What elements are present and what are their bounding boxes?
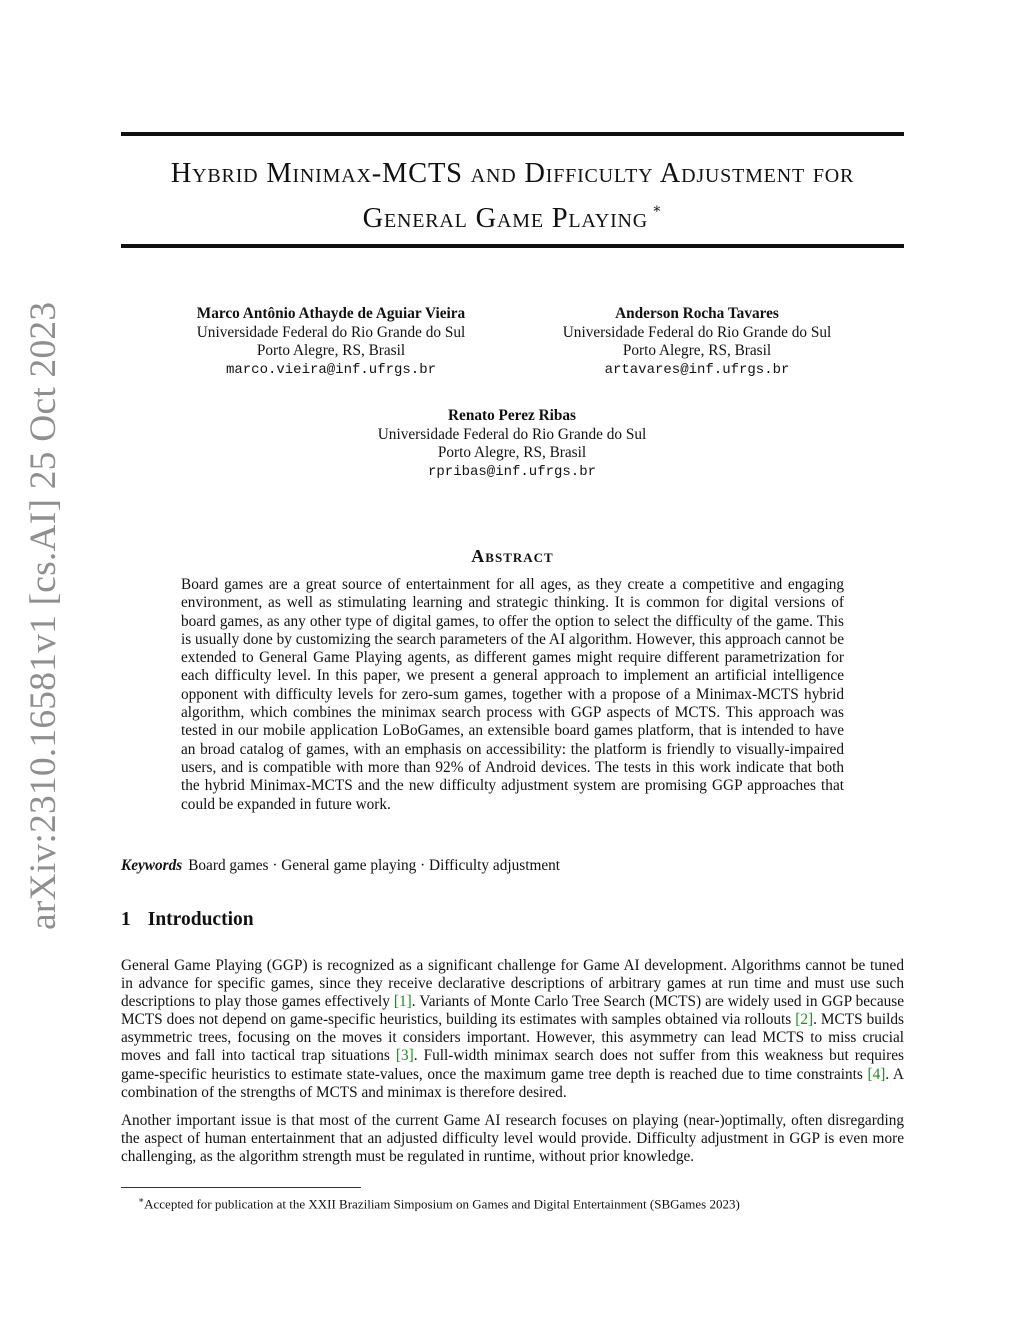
citation-link[interactable]: [3] (395, 1047, 414, 1065)
footnote-mark: ∗ (138, 1195, 145, 1205)
arxiv-stamp: arXiv:2310.16581v1 [cs.AI] 25 Oct 2023 (23, 301, 64, 930)
abstract-text: Board games are a great source of entertainment for all ages, as they create a competitive and engaging environment, as well as stimulating learning and strategic thinking. It is common for digital versions of board games, as any other type of digital games, to offer the option to select the difficulty of the game. This is usually done by customizing the search parameters of the AI algorithm. However, this approach cannot be extended to General Game Playing agents, as different games might require different parametrization for each difficulty level. In this paper, we present a general approach to implement an artificial intelligence opponent with difficulty levels for zero-sum games, together with a propose of a Minimax-MCTS hybrid algorithm, which combines the minimax search process with GGP aspects of MCTS. This approach was tested in our mobile application LoBoGames, an extensible board games platform, that is intended to have an broad catalog of games, with an emphasis on accessibility: the platform is friendly to visually-impaired users, and is compatible with more than 92% of Android devices. The tests in this work indicate that both the hybrid Minimax-MCTS and the new difficulty adjustment system are promising GGP approaches that could be expanded in future work. (181, 576, 844, 813)
author-block-3 (352, 407, 672, 481)
title-line-1: Hybrid Minimax-MCTS and Difficulty Adjustment for (170, 158, 855, 189)
citation-link[interactable]: [2] (795, 1011, 814, 1029)
author-affiliation: Universidade Federal do Rio Grande do Sul (196, 323, 466, 341)
keywords-text: Board games · General game playing · Difficulty adjustment (188, 857, 561, 874)
intro-text: . Full-width minimax search does not suffer from this weakness but requires game-specific heuristics to estimate state-values, once the maximum game tree depth is reached due to time constraints (121, 1047, 904, 1083)
author-email[interactable]: marco.vieira@inf.ufrgs.br (225, 361, 437, 378)
author-email[interactable]: artavares@inf.ufrgs.br (604, 361, 790, 378)
footnote-rule (121, 1187, 361, 1188)
footnote-text: Accepted for publication at the XXII Braziliam Simposium on Games and Digital Entertainment (SBGames 2023) (144, 1196, 740, 1212)
intro-paragraph-1 (121, 957, 904, 1102)
keywords (121, 857, 560, 875)
author-block-1 (171, 305, 491, 379)
author-block-2 (537, 305, 857, 379)
keywords-label: Keywords (121, 857, 183, 874)
intro-text: General Game Playing (GGP) is recognized as a significant challenge for Game AI development. Algorithms cannot be tuned in advance for specific games, since they receive declarative descriptions of arbitrary games at run time and must use such descriptions to play those games effectively (121, 957, 904, 1011)
abstract-heading: Abstract (471, 546, 554, 566)
author-affiliation: Universidade Federal do Rio Grande do Sul (377, 425, 647, 443)
intro-paragraph-2: Another important issue is that most of the current Game AI research focuses on playing (near-)optimally, often disregarding the aspect of human entertainment that an adjusted difficulty level would provide. Difficulty adjustment in GGP is even more challenging, as the algorithm strength must be regulated in runtime, without prior knowledge. (121, 1112, 904, 1166)
citation-link[interactable]: [1] (393, 993, 412, 1011)
intro-text: . Variants of Monte Carlo Tree Search (MCTS) are widely used in GGP because MCTS does not depend on game-specific heuristics, building its estimates with samples obtained via rollouts (121, 993, 904, 1029)
title-rule-top (121, 132, 904, 136)
footnote (138, 1192, 740, 1212)
title-rule-bottom (121, 244, 904, 248)
author-name: Marco Antônio Athayde de Aguiar Vieira (196, 305, 466, 322)
citation-link[interactable]: [4] (867, 1065, 886, 1083)
author-location: Porto Alegre, RS, Brasil (437, 444, 587, 462)
intro-text: . A combination of the strengths of MCTS and minimax is therefore desired. (121, 1065, 904, 1101)
author-name: Renato Perez Ribas (447, 407, 576, 424)
section-heading (121, 909, 254, 931)
author-email[interactable]: rpribas@inf.ufrgs.br (427, 463, 597, 480)
title-footnote-mark: ∗ (652, 202, 663, 217)
section-number: 1 (121, 909, 131, 930)
author-location: Porto Alegre, RS, Brasil (256, 342, 406, 360)
author-affiliation: Universidade Federal do Rio Grande do Sul (562, 323, 832, 341)
paper-title (121, 156, 904, 237)
intro-text: . MCTS builds asymmetric trees, focusing on the moves it considers important. However, this asymmetry can lead MCTS to miss crucial moves and fall into tactical trap situations (121, 1011, 904, 1065)
section-title: Introduction (147, 909, 254, 930)
author-location: Porto Alegre, RS, Brasil (622, 342, 772, 360)
title-line-2: General Game Playing (362, 203, 649, 234)
author-name: Anderson Rocha Tavares (615, 305, 779, 322)
